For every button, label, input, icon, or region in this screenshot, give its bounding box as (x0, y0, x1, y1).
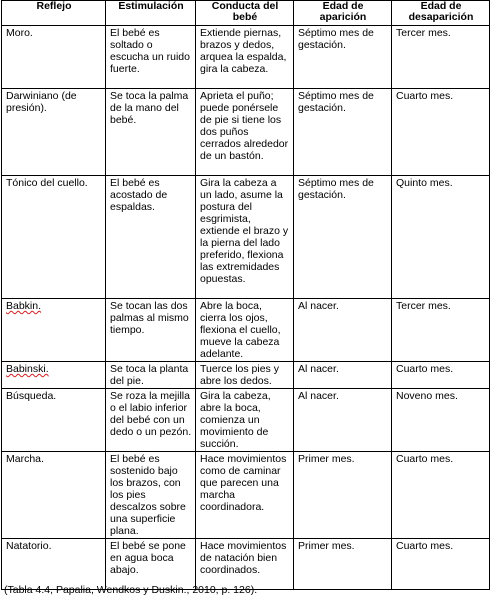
cell-desaparicion: Cuarto mes. (392, 452, 490, 539)
table-row (2, 26, 490, 89)
cell-desaparicion: Tercer mes. (392, 299, 490, 362)
cell-aparicion: Al nacer. (294, 362, 392, 389)
cell-aparicion: Primer mes. (294, 452, 392, 539)
cell-reflejo: Búsqueda. (2, 389, 106, 452)
cell-conducta: Abre la boca, cierra los ojos, flexiona el cuello, mueve la cabeza adelante. (196, 299, 294, 362)
cell-aparicion: Séptimo mes de gestación. (294, 176, 392, 299)
cell-estimulacion: El bebé es soltado o escucha un ruido fuerte. (106, 26, 196, 89)
table-row (2, 389, 490, 452)
cell-reflejo: Tónico del cuello. (2, 176, 106, 299)
table-header-row (2, 1, 490, 26)
cell-reflejo: Natatorio. (2, 539, 106, 590)
header-conducta: Conducta del bebé (196, 1, 294, 26)
cell-estimulacion: Se roza la mejilla o el labio inferior del bebé con un dedo o un pezón. (106, 389, 196, 452)
cell-conducta: Aprieta el puño; puede ponérsele de pie si tiene los dos puños cerrados alrededor de un bastón. (196, 89, 294, 176)
header-desaparicion: Edad de desaparición (392, 1, 490, 26)
cell-aparicion: Séptimo mes de gestación. (294, 26, 392, 89)
cell-reflejo: Darwiniano (de presión). (2, 89, 106, 176)
cell-conducta: Hace movimientos de natación bien coordinados. (196, 539, 294, 590)
cell-estimulacion: El bebé es sostenido bajo los brazos, con los pies descalzos sobre una superficie plana. (106, 452, 196, 539)
cell-conducta: Extiende piernas, brazos y dedos, arquea la espalda, gira la cabeza. (196, 26, 294, 89)
cell-desaparicion: Tercer mes. (392, 26, 490, 89)
table-row (2, 362, 490, 389)
header-aparicion: Edad de aparición (294, 1, 392, 26)
cell-estimulacion: Se toca la palma de la mano del bebé. (106, 89, 196, 176)
cell-desaparicion: Quinto mes. (392, 176, 490, 299)
cell-aparicion: Primer mes. (294, 539, 392, 590)
cell-desaparicion: Cuarto mes. (392, 539, 490, 590)
cell-conducta: Gira la cabeza, abre la boca, comienza un movimiento de succión. (196, 389, 294, 452)
table-row (2, 176, 490, 299)
cell-conducta: Hace movimientos como de caminar que parecen una marcha coordinadora. (196, 452, 294, 539)
cell-reflejo: Marcha. (2, 452, 106, 539)
cell-estimulacion: El bebé se pone en agua boca abajo. (106, 539, 196, 590)
cell-conducta: Tuerce los pies y abre los dedos. (196, 362, 294, 389)
cell-reflejo (2, 299, 106, 362)
cell-estimulacion: Se toca la planta del pie. (106, 362, 196, 389)
table-row (2, 539, 490, 590)
cell-desaparicion: Noveno mes. (392, 389, 490, 452)
table-row (2, 452, 490, 539)
misspelled-word: Babkin. (6, 300, 42, 312)
cell-desaparicion: Cuarto mes. (392, 362, 490, 389)
cell-desaparicion: Cuarto mes. (392, 89, 490, 176)
cell-aparicion: Séptimo mes de gestación. (294, 89, 392, 176)
cell-reflejo: Moro. (2, 26, 106, 89)
header-estimulacion: Estimulación (106, 1, 196, 26)
cell-estimulacion: Se tocan las dos palmas al mismo tiempo. (106, 299, 196, 362)
header-reflejo: Reflejo (2, 1, 106, 26)
table-caption: (Tabla 4.4, Papalia, Wendkos y Duskin., 2010, p. 126). (4, 584, 258, 596)
misspelled-word: Babinski. (6, 363, 49, 375)
table-row (2, 299, 490, 362)
cell-reflejo (2, 362, 106, 389)
cell-estimulacion: El bebé es acostado de espaldas. (106, 176, 196, 299)
table-row (2, 89, 490, 176)
cell-aparicion: Al nacer. (294, 389, 392, 452)
reflexes-table (1, 0, 490, 590)
cell-aparicion: Al nacer. (294, 299, 392, 362)
cell-conducta: Gira la cabeza a un lado, asume la postura del esgrimista, extiende el brazo y la pierna del lado preferido, flexiona las extremidades opuestas. (196, 176, 294, 299)
